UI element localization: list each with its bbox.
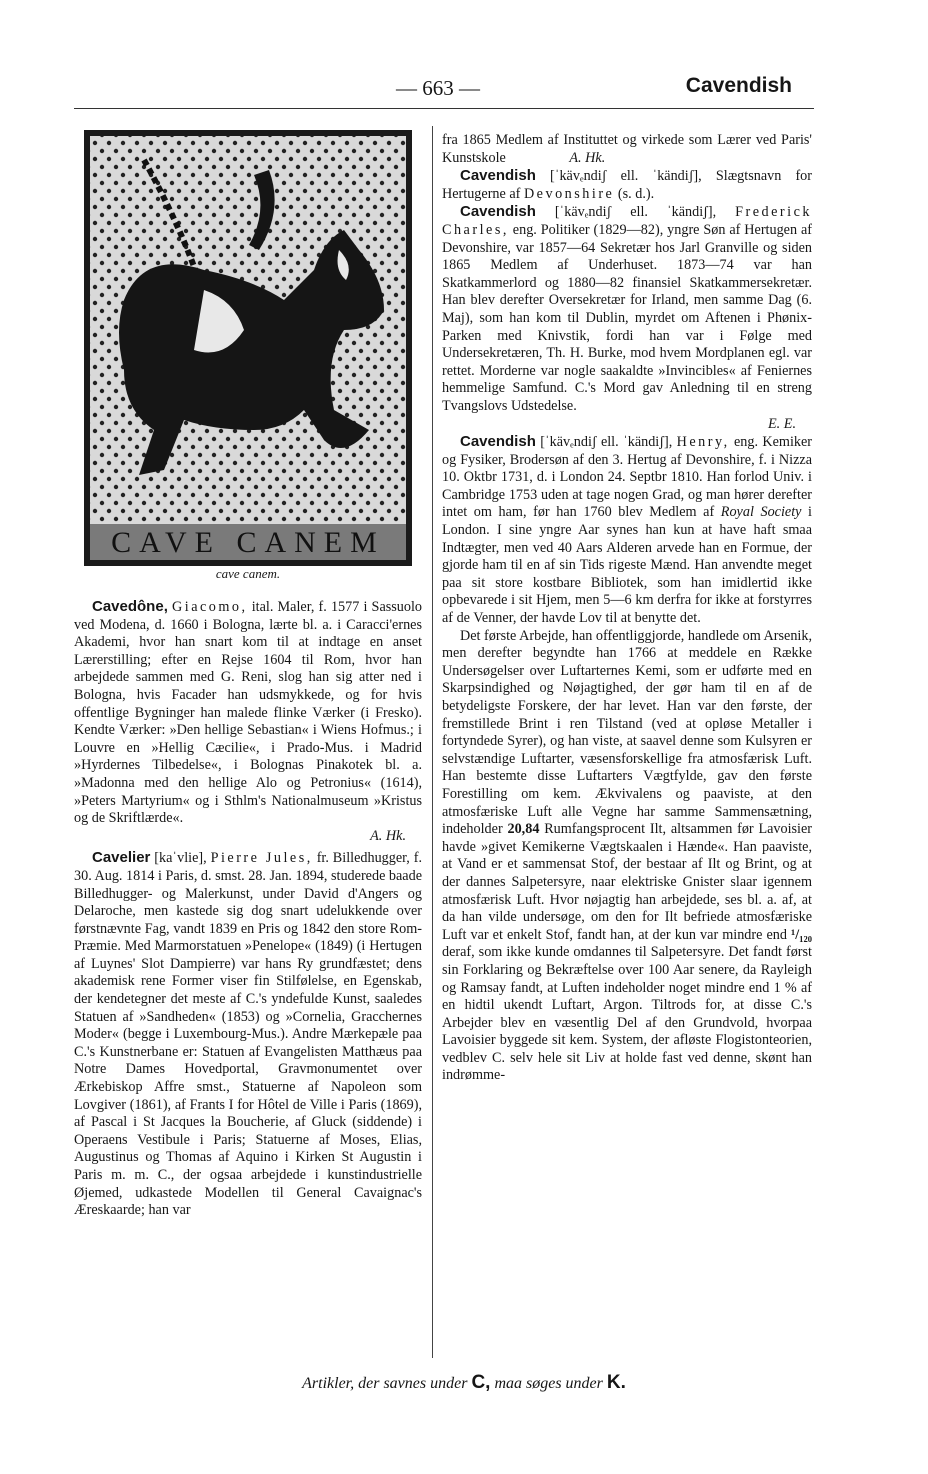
entry-body: ital. Maler, f. 1577 i Sassuolo ved Modena, d. 1660 i Bologna, lærte bl. a. i Caracci'ernes Akademi, hvor han snart kom til at indtage en anset Lærerstilling; efter en Rejse 1604 til Rom, hvor han arbejdede sammen med G. Reni, slog han sig atter ned i Bologna, hvis Facader han udsmykkede, og for hvis offentlige Bygninger han malede flinke Værker (i Fresko). Kendte Værker: »Den hellige Sebastian« i Wiens Hofmus.; i Louvre en »Hellig Cæcilie«, i Prado-Mus. i Madrid »Hyrdernes Tilbedelse«, i Bolognas Pinakotek bl. a. »Madonna med den hellige Alo og Petronius« (1614), »Peters Martyrium« og i Sthlm's Nationalmuseum »Kristus og de Skriftlærde«. (74, 599, 423, 827)
footer-letter-c: C, (471, 1372, 491, 1393)
headword-cavendish: Cavendish (460, 203, 536, 221)
entry-cavedone (74, 598, 422, 845)
entry-body: eng. Politiker (1829—82), yngre Søn af Hertugen af Devonshire, var 1857—64 Sekretær hos Jarl Granville og siden 1865 Medlem af Underhuset. 1873—74 var han Skatkammerlord og 1880—82 finansiel Skatkammersekretær. Han blev derefter Oversekretær for Irland, men samme Dag (6. Maj), som han kom til Dublin, myrdet om Aftenen i Phønix-Parken med Knivstik, fordi han var i Følge med Undersekretæren, Th. H. Burke, mod hvem Mordplanen egl. var rettet. Morderne var nogle saakaldte »Invincibles« af Feniernes hemmelige Samfund. C.'s Mord gav Anledning til en streng Tvangslovs Udstedelse. (442, 221, 812, 414)
page-number: — 663 — (396, 76, 480, 100)
cave-canem-mosaic-image (84, 130, 412, 566)
entry-body: fra 1865 Medlem af Instituttet og virkede som Lærer ved Paris' Kunstskole (442, 132, 812, 166)
entry-body: eng. Kemiker og Fysiker, Brodersøn af den 3. Hertug af Devonshire, f. i Nizza 10. Oktbr 1731, d. i London 24. Septbr 1810. Han forlod Univ. i Cambridge 1753 uden at tage nogen Grad, og man hører derefter intet om ham, før han 1760 blev Medlem af (442, 434, 812, 521)
footer-text: Artikler, der savnes under (302, 1375, 468, 1392)
footer-text: maa søges under (494, 1375, 603, 1392)
footer-letter-k: K. (606, 1372, 626, 1393)
figure-caption: cave canem. (215, 566, 281, 581)
right-column (442, 132, 812, 1085)
name-giacomo: Giacomo, (172, 599, 248, 615)
entry-cavelier-continued (442, 132, 812, 167)
royal-society-italic: Royal Society (720, 504, 802, 521)
fraction-value: ¹/₁₂₀ (791, 926, 812, 943)
column-divider (432, 126, 433, 1358)
page-footer (0, 1372, 928, 1394)
entry-cavendish-henry (442, 433, 812, 628)
left-column (74, 598, 422, 1220)
entry-cavendish-frederick (442, 203, 812, 433)
headword-cavendish: Cavendish (460, 433, 536, 451)
pronunciation: [ˈkävₑndiʃ ell. ˈkändiʃ], (540, 434, 673, 451)
percentage-value: 20,84 (507, 821, 540, 838)
name-devonshire: Devonshire (523, 185, 615, 202)
entry-cavelier (74, 849, 422, 1219)
pronunciation: [ˈkävₑndiʃ ell. ˈkändiʃ], (554, 204, 717, 221)
entry-body: fr. Billedhugger, f. 30. Aug. 1814 i Paris, d. smst. 28. Jan. 1894, studerede baade Billedhugger- og Malerkunst, under David d'Angers og Delaroche, men kastede sig dog snart udelukkende over førstnævnte Fag, vandt 1839 en Pris og 1842 den store Rom-Præmie. Med Marmorstatuen »Penelope« (1849) (i Hertugen af Luynes' Slot Dampierre) var hans Ry grundfæstet; dens akademisk rene Former viser fin Stilfølelse, en Egenskab, der kendetegner det meste af C.'s yndefulde Kunst, saaledes Statuen af »Sandheden« (1853) og »Cornelia, Gracchernes Moder« (begge i Luxembourg-Mus.). Andre Mærkepæle paa C.'s Kunstnerbane er: Statuen af Evangelisten Matthæus paa Notre Dames Hovedportal, Gravmonumentet over Ærkebiskop Affre smst., Statuerne af Napoleon som Lovgiver (1861), af Frants I for Hôtel de Ville i Paris (1869), af Pascal i St Jacques la Boucherie, af Gluck (siddende) i Operaens Vestibule i Paris; Statuerne af Moses, Elias, Augustinus og Thomas af Aquino i Kirken St Augustin i Paris m. m. C., der ogsaa arbejdede i kunstindustrielle Øjemed, udkastede Modellen til General Cavaignac's Æreskaarde; han var (74, 850, 423, 1219)
name-frederick-charles: Frederick Charles, (442, 204, 812, 238)
running-head: Cavendish (685, 74, 792, 97)
entry-body: Det første Arbejde, han offentliggjorde, handlede om Arsenik, men derefter begyndte han 1766 at meddele en Række Undersøgelser over Luftarternes Kemi, som er udførte med en Skarpsindighed og Nøjagtighed, der gør ham til en af de betydeligste Forskere, der har levet. Han var den første, der fremstillede Brint i ren Tilstand (ved at opløse Metaller i fortyndede Syrer), og han viste, at saavel denne som Kulsyren er selvstændige Luftarter, væsensforskellige fra atmosfærisk Luft. Han bestemte disse Luftarters Vægtfylde, gav den første Forestilling om kem. Ækvivalens og paaviste, at den atmosfæriske Luft alle Vegne har samme Sammensætning, indeholder (442, 627, 812, 838)
header-rule (74, 108, 814, 109)
name-henry: Henry, (676, 434, 730, 451)
entry-body: Rumfangsprocent Ilt, altsammen før Lavoisier havde »givet Kemikerne Vægtskaalen i Hænde«. Han paaviste, at Vand er et sammensat Stof, der bestaar af Ilt og Brint, og at der dannes Salpetersyre, naar elektriske Gnister slaar igennem atmosfærisk Luft. Hvor nøjagtig han arbejdede, ses bl. a. af, at da han vilde undersøge, om den for Ilt befriede atmosfæriske Luft var et enkelt Stof, fandt han, at der kun var mindre end (442, 821, 813, 943)
name-pierre-jules: Pierre Jules, (210, 850, 313, 867)
headword-cavendish: Cavendish (460, 167, 536, 185)
entry-cavendish-henry-para2 (442, 628, 812, 1085)
mosaic-inscription: CAVE CANEM (111, 526, 385, 559)
entry-cavendish-family (442, 167, 812, 203)
page-header (74, 76, 794, 106)
headword-cavedone: Cavedône, (92, 598, 168, 615)
pronunciation: [ˈkävₑndiʃ ell. ˈkändiʃ], (550, 168, 702, 185)
entry-body: deraf, som ikke kunde omdannes til Salpetersyre. Det fandt først sin Forklaring og Bekræftelse over 100 Aar senere, da Rayleigh og Ramsay fandt, at Luften indeholder noget mindre end 1 % af en hidtil ukendt Luftart, Argon. Tiltrods for, at disse C.'s Arbejder blev en væsentlig Del af den Grundvold, hvorpaa Lavoisier byggede sit kem. System, der afløste Flogistonteorien, vedblev C. selv hele sit Liv at holde fast ved denne, skønt han indrømme- (442, 944, 812, 1084)
entry-tail: (s. d.). (617, 185, 655, 202)
author-signature: A. Hk. (370, 827, 406, 844)
author-signature: A. Hk. (569, 149, 606, 166)
headword-cavelier: Cavelier (92, 849, 151, 867)
entry-body: i London. I sine yngre Aar synes han kun at have haft smaa Indtægter, men ved 40 Aars Alderen arvede han en Formue, der gjorde ham til en af sin Tids rigeste Mænd. Han anvendte meget paa sit store kostbare Bibliotek, som han imidlertid ikke opbevarede i sit Hjem, men 5—6 km derfra for ikke at forstyrres af de Venner, der havde Lov til at benytte det. (442, 504, 812, 627)
entry-body: Slægtsnavn for Hertugerne af (442, 168, 812, 202)
author-signature: E. E. (768, 415, 796, 432)
pronunciation: [kaˈvlie], (154, 850, 207, 867)
